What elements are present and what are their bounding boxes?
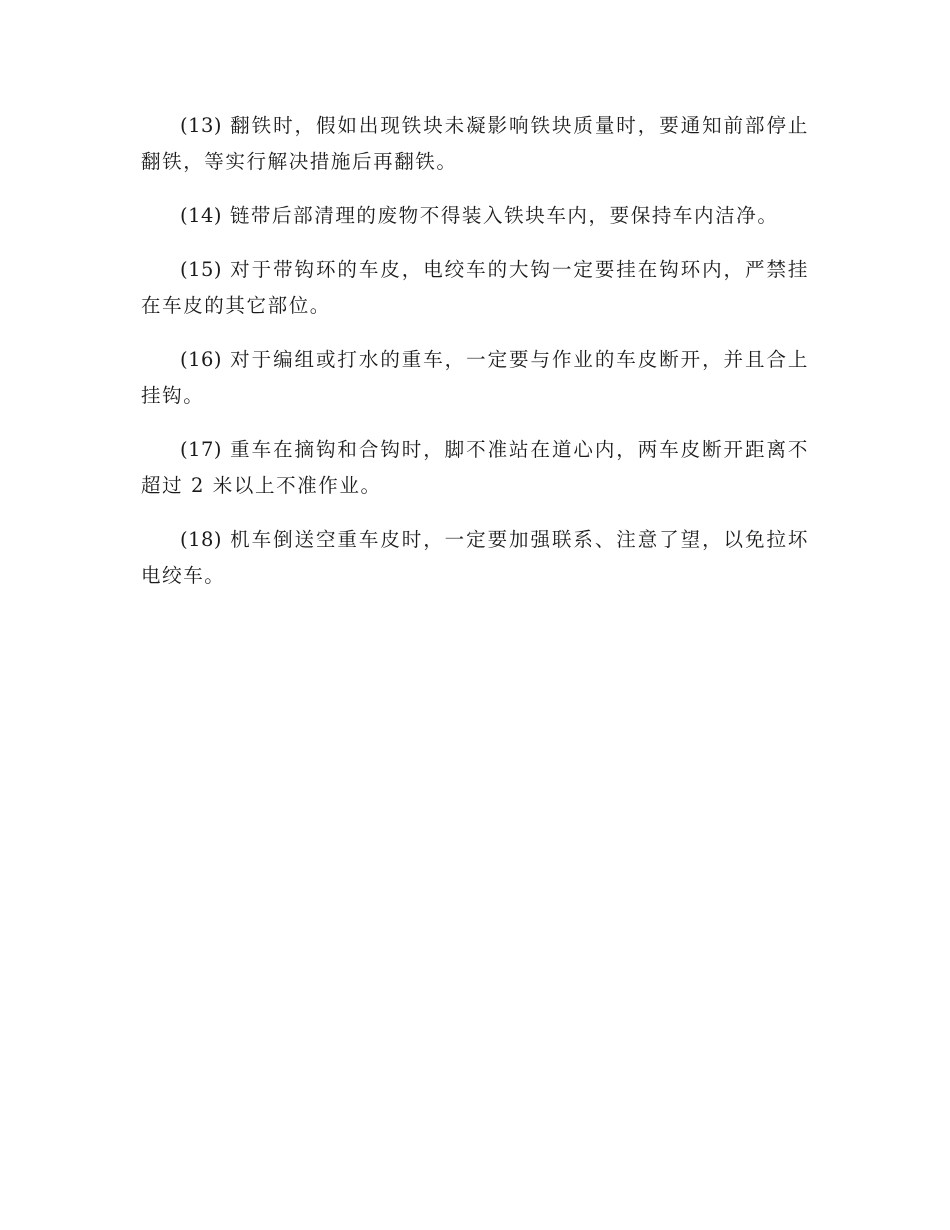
paragraph-number: (14) bbox=[180, 204, 223, 227]
paragraph-14 bbox=[141, 198, 809, 234]
paragraph-text: 机车倒送空重车皮时，一定要加强联系、注意了望，以免拉坏电绞车。 bbox=[141, 528, 809, 587]
paragraph-18 bbox=[141, 522, 809, 594]
paragraph-number: (13) bbox=[180, 114, 223, 137]
paragraph-text: 重车在摘钩和合钩时，脚不准站在道心内，两车皮断开距离不超过 2 米以上不准作业。 bbox=[141, 438, 809, 497]
paragraph-text: 翻铁时，假如出现铁块未凝影响铁块质量时，要通知前部停止翻铁，等实行解决措施后再翻铁。 bbox=[141, 114, 809, 173]
paragraph-16 bbox=[141, 342, 809, 414]
paragraph-17 bbox=[141, 432, 809, 504]
paragraph-number: (16) bbox=[180, 348, 223, 371]
paragraph-13 bbox=[141, 108, 809, 180]
paragraph-text: 对于编组或打水的重车，一定要与作业的车皮断开，并且合上挂钩。 bbox=[141, 348, 809, 407]
document-body bbox=[141, 108, 809, 612]
paragraph-number: (15) bbox=[180, 258, 223, 281]
paragraph-number: (17) bbox=[180, 438, 223, 461]
paragraph-number: (18) bbox=[180, 528, 223, 551]
paragraph-15 bbox=[141, 252, 809, 324]
paragraph-text: 对于带钩环的车皮，电绞车的大钩一定要挂在钩环内，严禁挂在车皮的其它部位。 bbox=[141, 258, 809, 317]
paragraph-text: 链带后部清理的废物不得装入铁块车内，要保持车内洁净。 bbox=[222, 204, 779, 227]
